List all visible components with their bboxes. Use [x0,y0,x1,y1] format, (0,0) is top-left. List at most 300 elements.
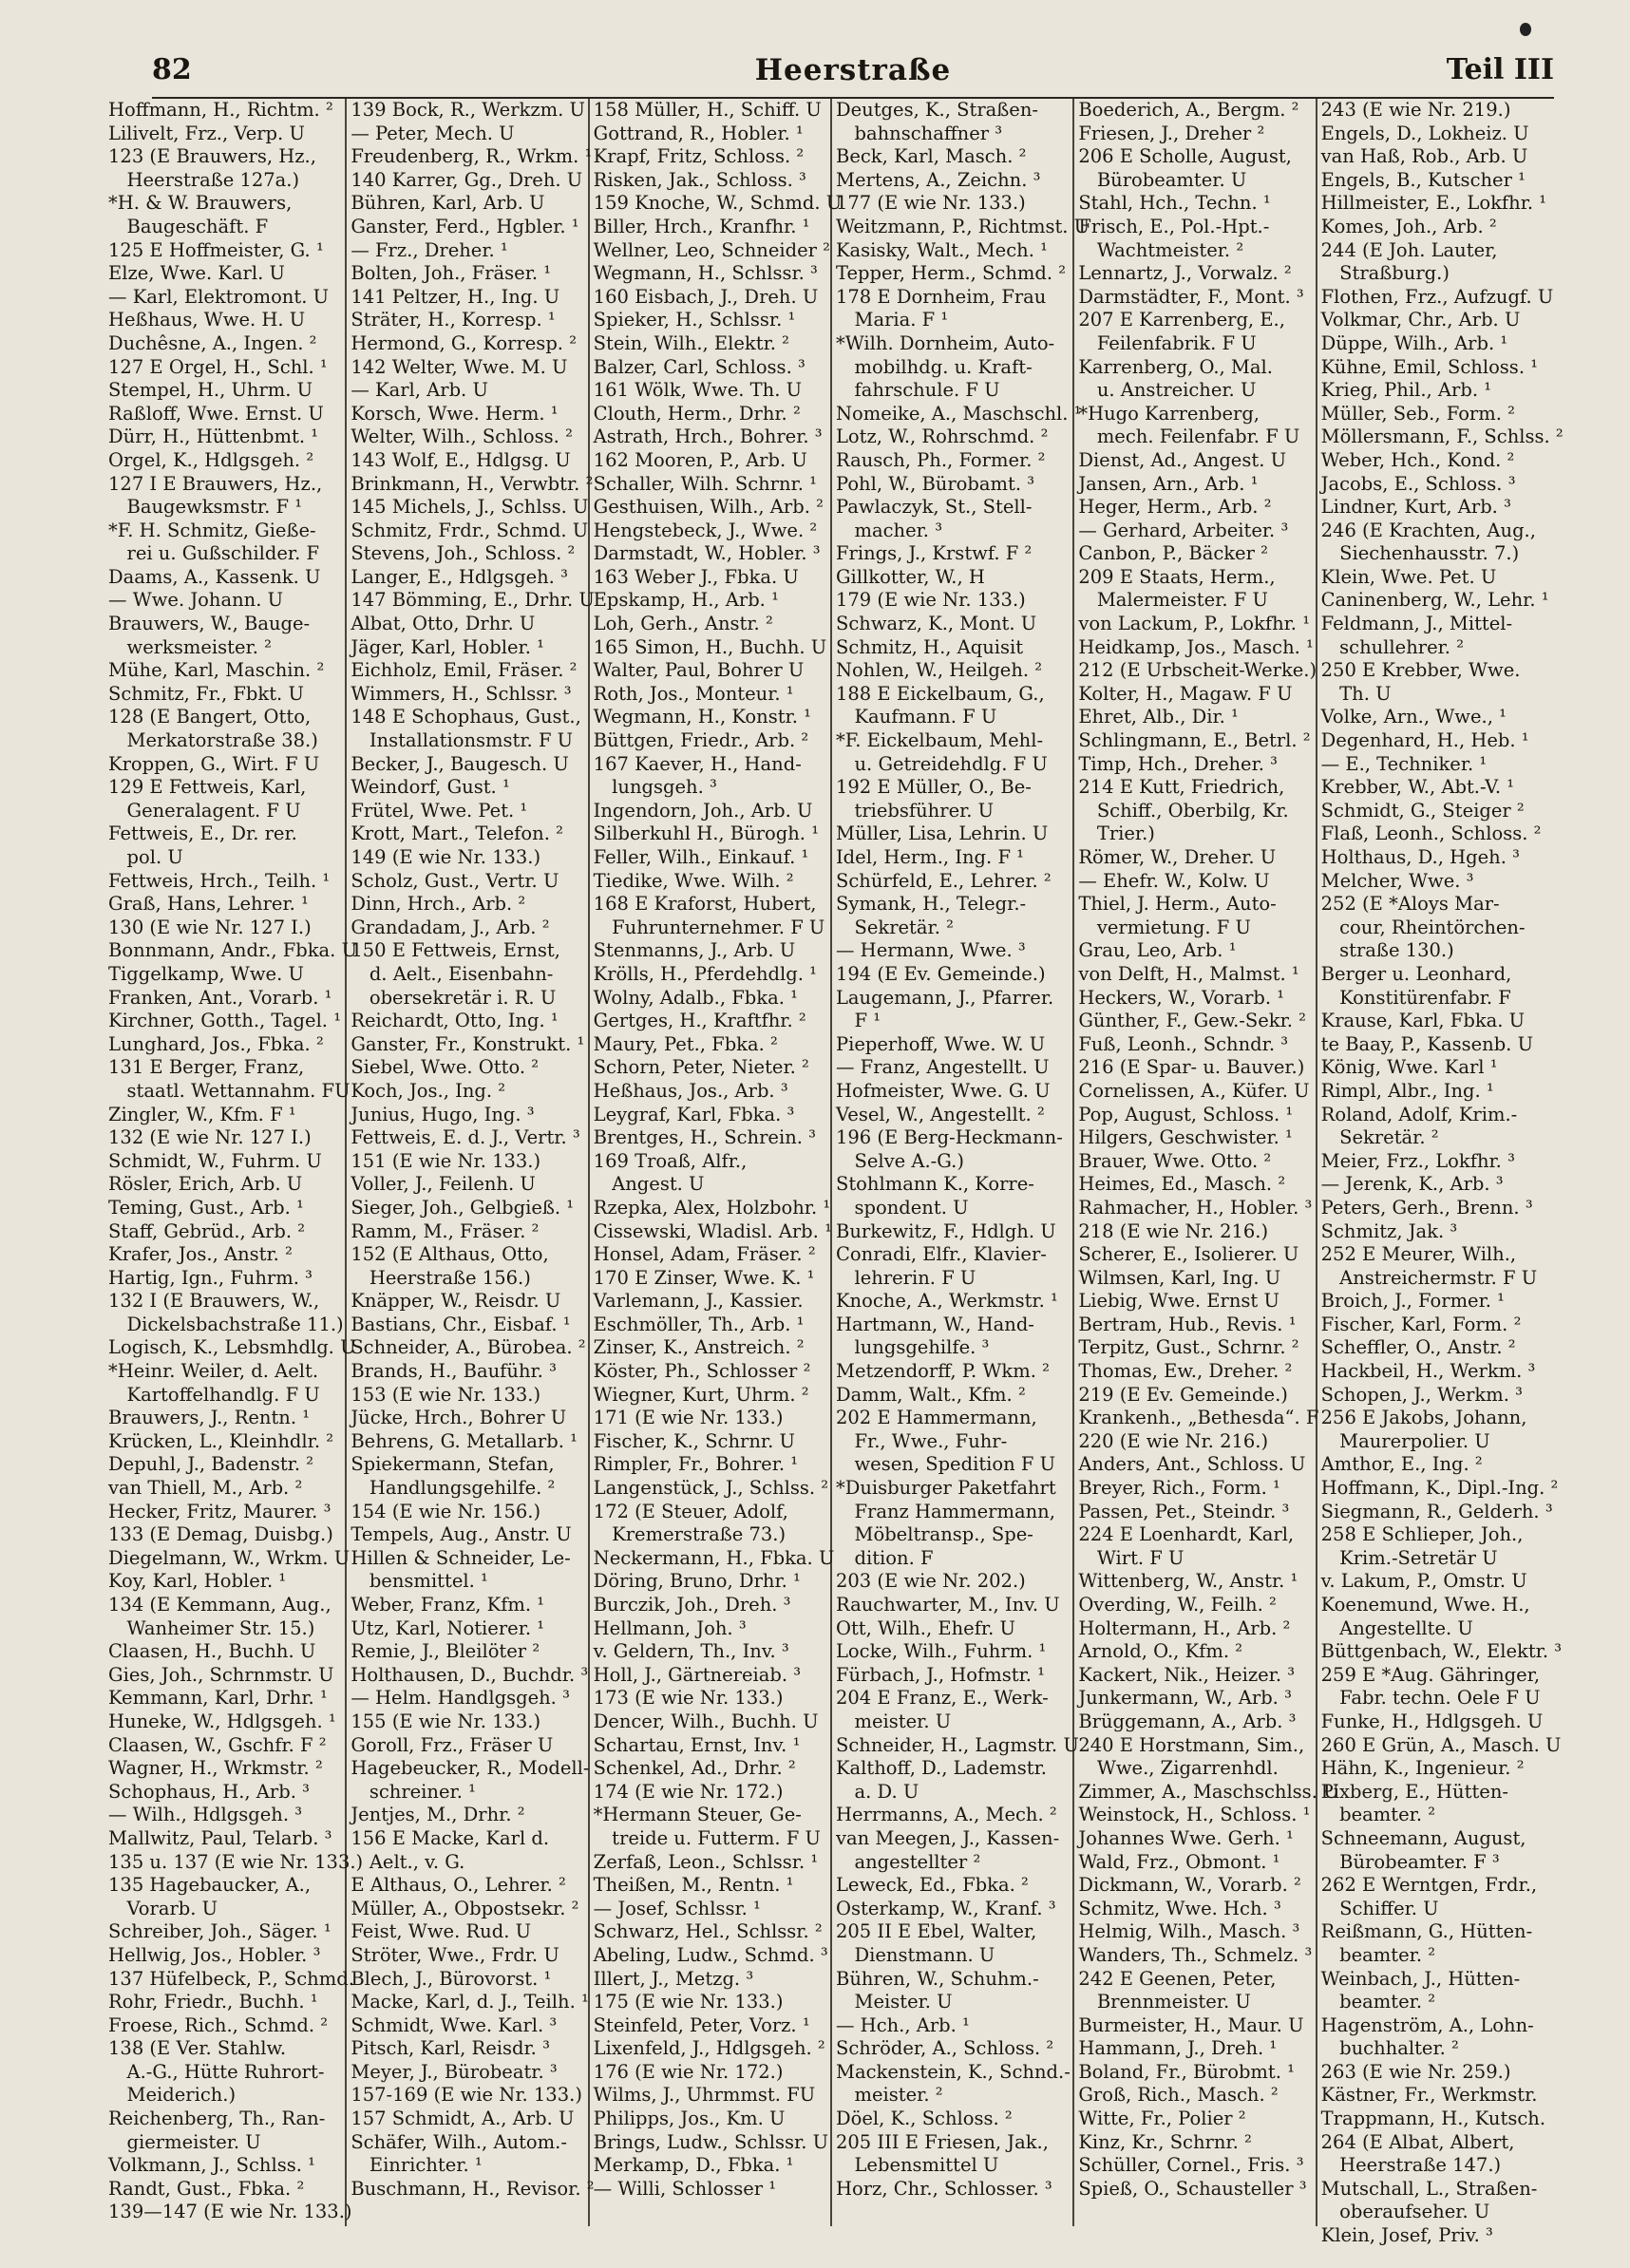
directory-entry: Zinser, K., Anstreich. ² [593,1336,805,1359]
directory-entry: *Heinr. Weiler, d. Aelt. [108,1360,319,1383]
directory-entry: Lennartz, J., Vorwalz. ² [1078,262,1292,285]
directory-entry: Merkatorstraße 38.) [108,729,318,752]
directory-entry: — E., Techniker. ¹ [1320,752,1488,775]
directory-entry: Wegmann, H., Schlssr. ³ [593,262,818,285]
directory-entry: Heerstraße 147.) [1320,2154,1502,2177]
directory-entry: beamter. ² [1320,1991,1436,2013]
directory-entry: Weinstock, H., Schloss. ¹ [1078,1804,1311,1826]
directory-entry: Daams, A., Kassenk. U [108,565,321,588]
directory-entry: 167 Kaever, H., Hand- [593,752,802,775]
directory-entry: Straßburg.) [1320,262,1450,285]
directory-entry: Johannes Wwe. Gerh. ¹ [1078,1826,1294,1849]
directory-entry: Claasen, H., Buchh. U [108,1640,316,1663]
directory-entry: von Lackum, P., Lokfhr. ¹ [1078,613,1311,635]
directory-entry: Reichardt, Otto, Ing. ¹ [351,1010,559,1032]
directory-entry: 216 (E Spar- u. Bauver.) [1078,1056,1305,1079]
directory-entry: Osterkamp, W., Kranf. ³ [835,1897,1056,1919]
directory-entry: Fischer, Karl, Form. ² [1320,1313,1522,1335]
directory-entry: Berger u. Leonhard, [1320,962,1512,985]
directory-entry: Hellmann, Joh. ³ [593,1616,747,1639]
directory-entry: Bastians, Chr., Eisbaf. ¹ [351,1313,571,1335]
directory-entry: Spieß, O., Schausteller ³ [1078,2177,1307,2200]
directory-entry: Schmidt, Wwe. Karl. ³ [351,2013,558,2036]
directory-entry: Grau, Leo, Arb. ¹ [1078,939,1237,962]
directory-entry: Wachtmeister. ² [1078,238,1244,261]
directory-entry: Korsch, Wwe. Herm. ¹ [351,402,559,425]
directory-entry: Anders, Ant., Schloss. U [1078,1453,1306,1476]
directory-entry: Anstreichermstr. F U [1320,1266,1538,1289]
directory-entry: Canbon, P., Bäcker ² [1078,542,1268,565]
directory-entry: 207 E Karrenberg, E., [1078,309,1285,331]
directory-entry: Illert, J., Metzg. ³ [593,1967,754,1990]
directory-entry: Brands, H., Bauführ. ³ [351,1360,557,1383]
directory-entry: Feilenfabrik. F U [1078,331,1257,354]
directory-entry: macher. ³ [835,519,943,541]
directory-entry: Rausch, Ph., Former. ² [835,448,1046,471]
directory-entry: Buschmann, H., Revisor. ² [351,2177,595,2200]
directory-entry: Duchêsne, A., Ingen. ² [108,331,317,354]
directory-entry: 219 (E Ev. Gemeinde.) [1078,1383,1288,1406]
directory-entry: Wittenberg, W., Anstr. ¹ [1078,1570,1298,1593]
directory-entry: 129 E Fettweis, Karl, [108,776,307,799]
directory-entry: 132 I (E Brauwers, W., [108,1290,320,1313]
directory-entry: Schmitz, Wwe. Hch. ³ [1078,1897,1281,1919]
directory-entry: 243 (E wie Nr. 219.) [1320,99,1511,121]
directory-entry: 264 (E Albat, Albert, [1320,2130,1515,2153]
directory-entry: 152 (E Althaus, Otto, [351,1243,549,1266]
directory-entry: Mallwitz, Paul, Telarb. ³ [108,1826,332,1849]
directory-entry: Pixberg, E., Hütten- [1320,1780,1508,1803]
directory-entry: Risken, Jak., Schloss. ³ [593,168,806,191]
directory-entry: 125 E Hoffmeister, G. ¹ [108,238,324,261]
directory-entry: 175 (E wie Nr. 133.) [593,1991,784,2013]
directory-entry: 128 (E Bangert, Otto, [108,706,312,728]
directory-entry: Elze, Wwe. Karl. U [108,262,285,285]
directory-entry: Handlungsgehilfe. ² [351,1477,556,1500]
directory-entry: 157-169 (E wie Nr. 133.) [351,2084,582,2107]
directory-entry: Karrenberg, O., Mal. [1078,355,1273,378]
directory-entry: — Karl, Elektromont. U [108,285,330,308]
directory-entry: 170 E Zinser, Wwe. K. ¹ [593,1266,815,1289]
directory-entry: Schneemann, August, [1320,1826,1526,1849]
directory-entry: obersekretär i. R. U [351,986,557,1009]
directory-entry: Goroll, Frz., Fräser U [351,1733,554,1756]
directory-entry: Gertges, H., Kraftfhr. ² [593,1010,806,1032]
directory-entry: — Josef, Schlssr. ¹ [593,1897,761,1919]
directory-entry: Wiegner, Kurt, Uhrm. ² [593,1383,809,1406]
directory-entry: Herrmanns, A., Mech. ² [835,1804,1057,1826]
directory-entry: Gesthuisen, Wilh., Arb. ² [593,496,824,519]
directory-entry: Angest. U [593,1173,705,1196]
directory-entry: lehrerin. F U [835,1266,976,1289]
directory-entry: 145 Michels, J., Schlss. U [351,496,589,519]
directory-entry: Komes, Joh., Arb. ² [1320,215,1497,237]
directory-entry: 148 E Schophaus, Gust., [351,706,581,728]
directory-entry: Fettweis, E. d. J., Vertr. ³ [351,1126,580,1149]
directory-entry: Müller, Lisa, Lehrin. U [835,822,1049,845]
directory-entry: Franz Hammermann, [835,1500,1055,1522]
directory-entry: vermietung. F U [1078,916,1251,938]
directory-entry: Broich, J., Former. ¹ [1320,1290,1505,1313]
directory-entry: Kinz, Kr., Schrnr. ² [1078,2130,1252,2153]
directory-entry: 138 (E Ver. Stahlw. [108,2037,287,2060]
directory-entry: Voller, J., Feilenh. U [351,1173,536,1196]
directory-entry: Thomas, Ew., Dreher. ² [1078,1360,1293,1383]
directory-entry: Dürr, H., Hüttenbmt. ¹ [108,425,319,448]
directory-entry: Volkmann, J., Schlss. ¹ [108,2154,315,2177]
directory-entry: Rösler, Erich, Arb. U [108,1173,303,1196]
directory-entry: Hackbeil, H., Werkm. ³ [1320,1360,1536,1383]
directory-entry: 157 Schmidt, A., Arb. U [351,2107,575,2130]
directory-entry: 242 E Geenen, Peter, [1078,1967,1277,1990]
page-header [152,53,1554,99]
directory-entry: Th. U [1320,682,1392,705]
directory-entry: Blech, J., Bürovorst. ¹ [351,1967,552,1990]
directory-entry: rei u. Gußschilder. F [108,542,320,565]
directory-entry: 262 E Werntgen, Frdr., [1320,1874,1538,1897]
directory-entry: Tiggelkamp, Wwe. U [108,962,304,985]
directory-entry: 224 E Loenhardt, Karl, [1078,1523,1295,1546]
directory-entry: 135 Hagebaucker, A., [108,1874,312,1897]
directory-entry: 130 (E wie Nr. 127 I.) [108,916,312,938]
directory-entry: Timp, Hch., Dreher. ³ [1078,752,1278,775]
directory-entry: Raßloff, Wwe. Ernst. U [108,402,324,425]
directory-entry: 202 E Hammermann, [835,1407,1037,1429]
directory-entry: Trappmann, H., Kutsch. [1320,2107,1546,2130]
directory-entry: Diegelmann, W., Wrkm. U [108,1546,351,1569]
directory-entry: — Gerhard, Arbeiter. ³ [1078,519,1289,541]
directory-entry: buchhalter. ² [1320,2037,1459,2060]
directory-entry: 127 I E Brauwers, Hz., [108,472,323,495]
directory-entry: 154 (E wie Nr. 156.) [351,1500,541,1522]
directory-entry: Schenkel, Ad., Drhr. ² [593,1757,796,1780]
directory-entry: Wagner, H., Wrkmstr. ² [108,1757,323,1780]
directory-entry: Schneider, H., Lagmstr. U [835,1733,1079,1756]
directory-entry: Feldmann, J., Mittel- [1320,613,1513,635]
directory-entry: 252 E Meurer, Wilh., [1320,1243,1517,1266]
directory-entry: Jücke, Hrch., Bohrer U [351,1407,567,1429]
directory-entry: Wirt. F U [1078,1546,1185,1569]
directory-entry: Passen, Pet., Steindr. ³ [1078,1500,1290,1522]
directory-entry: — Peter, Mech. U [351,122,515,144]
directory-entry: pol. U [108,846,183,868]
directory-entry: Schäfer, Wilh., Autom.- [351,2130,567,2153]
directory-entry: angestellter ² [835,1850,981,1873]
directory-entry: Ehret, Alb., Dir. ¹ [1078,706,1239,728]
directory-entry: Utz, Karl, Notierer. ¹ [351,1616,545,1639]
directory-entry: Holthausen, D., Buchdr. ³ [351,1663,589,1686]
directory-entry: Fabr. techn. Oele F U [1320,1687,1541,1710]
directory-entry: v. Geldern, Th., Inv. ³ [593,1640,789,1663]
directory-entry: Schlingmann, E., Betrl. ² [1078,729,1311,752]
directory-entry: Einrichter. ¹ [351,2154,483,2177]
directory-entry: Krücken, L., Kleinhdlr. ² [108,1429,334,1452]
directory-entry: Rahmacher, H., Hobler. ³ [1078,1196,1313,1219]
directory-entry: Knäpper, W., Reisdr. U [351,1290,561,1313]
directory-entry: Claasen, W., Gschfr. F ² [108,1733,327,1756]
directory-entry: Funke, H., Hdlgsgeh. U [1320,1710,1544,1732]
directory-entry: — Helm. Handlgsgeh. ³ [351,1687,570,1710]
directory-entry: Siegmann, R., Gelderh. ³ [1320,1500,1553,1522]
directory-entry: Remie, J., Bleilöter ² [351,1640,540,1663]
directory-entry: Tepper, Herm., Schmd. ² [835,262,1067,285]
directory-entry: Orgel, K., Hdlgsgeh. ² [108,448,314,471]
directory-entry: Zerfaß, Leon., Schlssr. ¹ [593,1850,819,1873]
directory-entry: Breyer, Rich., Form. ¹ [1078,1477,1280,1500]
column-5 [1074,99,1339,2226]
directory-entry: van Meegen, J., Kassen- [835,1826,1060,1849]
directory-entry: — Ehefr. W., Kolw. U [1078,869,1270,892]
directory-entry: Balzer, Carl, Schloss. ³ [593,355,806,378]
directory-entry: Wilmsen, Karl, Ing. U [1078,1266,1281,1289]
directory-entry: Pop, August, Schloss. ¹ [1078,1103,1294,1125]
directory-entry: Ganster, Ferd., Hgbler. ¹ [351,215,579,237]
directory-entry: Brinkmann, H., Verwbtr. ² [351,472,594,495]
directory-entry: Hilgers, Geschwister. ¹ [1078,1126,1293,1149]
directory-entry: Bühren, Karl, Arb. U [351,192,545,215]
directory-entry: 131 E Berger, Franz, [108,1056,305,1079]
directory-entry: Burmeister, H., Maur. U [1078,2013,1304,2036]
directory-entry: 127 E Orgel, H., Schl. ¹ [108,355,328,378]
directory-entry: Neckermann, H., Fbka. U [593,1546,835,1569]
directory-entry: Dickelsbachstraße 11.) [108,1313,344,1335]
directory-entry: Frisch, E., Pol.-Hpt.- [1078,215,1270,237]
directory-entry: Freudenberg, R., Wrkm. ¹ [351,145,593,168]
directory-entry: 147 Bömming, E., Drhr. U [351,589,595,612]
directory-entry: Baugewksmstr. F ¹ [108,496,303,519]
directory-entry: v. Lakum, P., Omstr. U [1320,1570,1527,1593]
column-2 [347,99,595,2226]
directory-entry: Junius, Hugo, Ing. ³ [351,1103,535,1125]
directory-entry: Tiedike, Wwe. Wilh. ² [593,869,794,892]
directory-entry: 204 E Franz, E., Werk- [835,1687,1049,1710]
directory-entry: Siechenhausstr. 7.) [1320,542,1520,565]
directory-entry: Bonnmann, Andr., Fbka. U [108,939,358,962]
directory-entry: Schüller, Cornel., Fris. ³ [1078,2154,1304,2177]
directory-entry: 168 E Kraforst, Hubert, [593,893,817,916]
directory-entry: Arnold, O., Kfm. ² [1078,1640,1243,1663]
directory-entry: 178 E Dornheim, Frau [835,285,1047,308]
directory-entry: Spieker, H., Schlssr. ¹ [593,309,796,331]
directory-entry: Abeling, Ludw., Schmd. ³ [593,1943,828,1966]
directory-entry: Hillmeister, E., Lokfhr. ¹ [1320,192,1547,215]
directory-entry: Philipps, Jos., Km. U [593,2107,786,2130]
directory-entry: Dencer, Wilh., Buchh. U [593,1710,819,1732]
directory-entry: beamter. ² [1320,1804,1436,1826]
directory-entry: Köster, Ph., Schlosser ² [593,1360,811,1383]
directory-entry: 139 Bock, R., Werkzm. U [351,99,585,121]
column-1 [104,99,364,2226]
directory-entry: 246 (E Krachten, Aug., [1320,519,1536,541]
directory-entry: wesen, Spedition F U [835,1453,1056,1476]
directory-entry: Klein, Wwe. Pet. U [1320,565,1497,588]
directory-entry: Döring, Bruno, Drhr. ¹ [593,1570,801,1593]
directory-entry: Weinbach, J., Hütten- [1320,1967,1521,1990]
directory-entry: Roland, Adolf, Krim.- [1320,1103,1518,1125]
directory-entry: Angestellte. U [1320,1616,1473,1639]
directory-entry: 169 Troaß, Alfr., [593,1149,748,1172]
directory-entry: Pieperhoff, Wwe. W. U [835,1032,1046,1055]
directory-entry: Koch, Jos., Ing. ² [351,1079,506,1102]
directory-entry: 179 (E wie Nr. 133.) [835,589,1026,612]
directory-entry: Brüggemann, A., Arb. ³ [1078,1710,1297,1732]
directory-entry: 163 Weber J., Fbka. U [593,565,799,588]
directory-entry: 263 (E wie Nr. 259.) [1320,2060,1511,2083]
directory-entry: Hagenström, A., Lohn- [1320,2013,1534,2036]
directory-entry: Flaß, Leonh., Schloss. ² [1320,822,1542,845]
directory-entry: Hillen & Schneider, Le- [351,1546,571,1569]
directory-entry: Astrath, Hrch., Bohrer. ³ [593,425,823,448]
directory-entry: Zingler, W., Kfm. F ¹ [108,1103,296,1125]
directory-entry: Büttgenbach, W., Elektr. ³ [1320,1640,1563,1663]
directory-entry: Maurerpolier. U [1320,1429,1490,1452]
directory-entry: Generalagent. F U [108,799,301,822]
directory-entry: Melcher, Wwe. ³ [1320,869,1474,892]
directory-entry: werksmeister. ² [108,635,272,658]
directory-entry: Randt, Gust., Fbka. ² [108,2177,305,2200]
directory-entry: Baugeschäft. F [108,215,269,237]
directory-entry: 205 III E Friesen, Jak., [835,2130,1049,2153]
directory-entry: spondent. U [835,1196,969,1219]
directory-entry: Engels, D., Lokheiz. U [1320,122,1529,144]
directory-entry: Kirchner, Gotth., Tagel. ¹ [108,1010,342,1032]
directory-entry: *Hugo Karrenberg, [1078,402,1260,425]
directory-entry: Maury, Pet., Fbka. ² [593,1032,778,1055]
directory-entry: Locke, Wilh., Fuhrm. ¹ [835,1640,1047,1663]
directory-entry: Kemmann, Karl, Drhr. ¹ [108,1687,328,1710]
directory-entry: dition. F [835,1546,934,1569]
directory-entry: Brings, Ludw., Schlssr. U [593,2130,829,2153]
directory-entry: Nomeike, A., Maschschl. ¹ [835,402,1082,425]
directory-entry: Rimpler, Fr., Bohrer. ¹ [593,1453,799,1476]
directory-entry: Rzepka, Alex, Holzbohr. ¹ [593,1196,831,1219]
directory-entry: Krapf, Fritz, Schloss. ² [593,145,805,168]
directory-entry: — Wwe. Johann. U [108,589,284,612]
directory-entry: Heßhaus, Wwe. H. U [108,309,306,331]
directory-entry: Lixenfeld, J., Hdlgsgeh. ² [593,2037,825,2060]
directory-entry: lungsgehilfe. ³ [835,1336,990,1359]
directory-entry: Vorarb. U [108,1897,218,1919]
directory-entry: Caninenberg, W., Lehr. ¹ [1320,589,1549,612]
directory-entry: Wwe., Zigarrenhdl. [1078,1757,1279,1780]
directory-entry: Dienst, Ad., Angest. U [1078,448,1287,471]
directory-entry: Koy, Karl, Hobler. ¹ [108,1570,287,1593]
directory-entry: Schürfeld, E., Lehrer. ² [835,869,1052,892]
directory-entry: Holl, J., Gärtnereiab. ³ [593,1663,802,1686]
directory-entry: Wanders, Th., Schmelz. ³ [1078,1943,1313,1966]
directory-entry: Hartig, Ign., Fuhrm. ³ [108,1266,313,1289]
directory-entry: Jansen, Arn., Arb. ¹ [1078,472,1259,495]
directory-entry: van Thiell, M., Arb. ² [108,1477,303,1500]
directory-entry: Zimmer, A., Maschschlss. U [1078,1780,1339,1803]
directory-entry: Witte, Fr., Polier ² [1078,2107,1246,2130]
directory-entry: Laugemann, J., Pfarrer. [835,986,1054,1009]
directory-entry: Fettweis, E., Dr. rer. [108,822,297,845]
directory-entry: lungsgeh. ³ [593,776,717,799]
directory-entry: Leygraf, Karl, Fbka. ³ [593,1103,795,1125]
directory-entry: giermeister. U [108,2130,261,2153]
directory-entry: Merkamp, D., Fbka. ¹ [593,2154,794,2177]
directory-entry: Heidkamp, Jos., Masch. ¹ [1078,635,1314,658]
directory-entry: Hermond, G., Korresp. ² [351,331,578,354]
directory-entry: Pawlaczyk, St., Stell- [835,496,1033,519]
directory-entry: Kasisky, Walt., Mech. ¹ [835,238,1048,261]
directory-entry: Pitsch, Karl, Reisdr. ³ [351,2037,550,2060]
directory-entry: Möbeltransp., Spe- [835,1523,1033,1546]
directory-entry: Flothen, Frz., Aufzugf. U [1320,285,1554,308]
directory-entry: 150 E Fettweis, Ernst, [351,939,560,962]
directory-entry: Wegmann, H., Konstr. ¹ [593,706,811,728]
directory-entry: Stempel, H., Uhrm. U [108,379,313,402]
directory-entry: 133 (E Demag, Duisbg.) [108,1523,333,1546]
directory-entry: Darmstädter, F., Mont. ³ [1078,285,1304,308]
directory-entry: Idel, Herm., Ing. F ¹ [835,846,1024,868]
directory-entry: Schmidt, G., Steiger ² [1320,799,1525,822]
directory-entry: Helmig, Wilh., Masch. ³ [1078,1920,1300,1943]
directory-entry: 123 (E Brauwers, Hz., [108,145,316,168]
directory-entry: Volkmar, Chr., Arb. U [1320,309,1521,331]
directory-entry: Döel, K., Schloss. ² [835,2107,1013,2130]
directory-entry: Damm, Walt., Kfm. ² [835,1383,1026,1406]
directory-entry: *F. Eickelbaum, Mehl- [835,729,1044,752]
directory-entry: Deutges, K., Straßen- [835,99,1038,121]
directory-entry: 218 (E wie Nr. 216.) [1078,1219,1269,1242]
directory-entry: Fr., Wwe., Fuhr- [835,1429,1008,1452]
directory-entry: Fettweis, Hrch., Teilh. ¹ [108,869,331,892]
directory-entry: 240 E Horstmann, Sim., [1078,1733,1305,1756]
directory-entry: Brauer, Wwe. Otto. ² [1078,1149,1272,1172]
directory-entry: Teming, Gust., Arb. ¹ [108,1196,304,1219]
directory-entry: Dickmann, W., Vorarb. ² [1078,1874,1301,1897]
directory-entry: Weber, Franz, Kfm. ¹ [351,1594,545,1616]
directory-entry: Trier.) [1078,822,1155,845]
directory-entry: Meister. U [835,1991,953,2013]
directory-entry: 244 (E Joh. Lauter, [1320,238,1498,261]
column-3 [590,99,843,2226]
directory-entry: Wanheimer Str. 15.) [108,1616,315,1639]
directory-entry: Schaller, Wilh. Schrnr. ¹ [593,472,817,495]
directory-entry: Reißmann, G., Hütten- [1320,1920,1533,1943]
directory-entry: Fürbach, J., Hofmstr. ¹ [835,1663,1045,1686]
directory-entry: Lunghard, Jos., Fbka. ² [108,1032,324,1055]
directory-entry: Schartau, Ernst, Inv. ¹ [593,1733,801,1756]
directory-entry: Gies, Joh., Schrnmstr. U [108,1663,334,1686]
directory-entry: straße 130.) [1320,939,1454,962]
directory-entry: 161 Wölk, Wwe. Th. U [593,379,803,402]
directory-entry: Brentges, H., Schrein. ³ [593,1126,816,1149]
directory-entry: Welter, Wilh., Schloss. ² [351,425,573,448]
directory-entry: 151 (E wie Nr. 133.) [351,1149,541,1172]
directory-entry: Degenhard, H., Heb. ¹ [1320,729,1529,752]
directory-entry: Krankenh., „Bethesda“. F [1078,1407,1319,1429]
directory-entry: Stein, Wilh., Elektr. ² [593,331,789,354]
directory-entry: Rohr, Friedr., Buchh. ¹ [108,1991,318,2013]
directory-entry: bensmittel. ¹ [351,1570,488,1593]
directory-entry: Overding, W., Feilh. ² [1078,1594,1277,1616]
directory-entry: Krafer, Jos., Anstr. ² [108,1243,293,1266]
directory-entry: Honsel, Adam, Fräser. ² [593,1243,816,1266]
directory-entry: mobilhdg. u. Kraft- [835,355,1033,378]
directory-entry: 141 Peltzer, H., Ing. U [351,285,560,308]
directory-entry: Theißen, M., Rentn. ¹ [593,1874,794,1897]
directory-entry: Becker, J., Baugesch. U [351,752,569,775]
directory-entry: Wald, Frz., Obmont. ¹ [1078,1850,1280,1873]
directory-entry: Kremerstraße 73.) [593,1523,787,1546]
directory-entry: Knoche, A., Werkmstr. ¹ [835,1290,1058,1313]
directory-entry: — Hch., Arb. ¹ [835,2013,970,2036]
directory-entry: 250 E Krebber, Wwe. [1320,659,1521,682]
directory-entry: 140 Karrer, Gg., Dreh. U [351,168,583,191]
